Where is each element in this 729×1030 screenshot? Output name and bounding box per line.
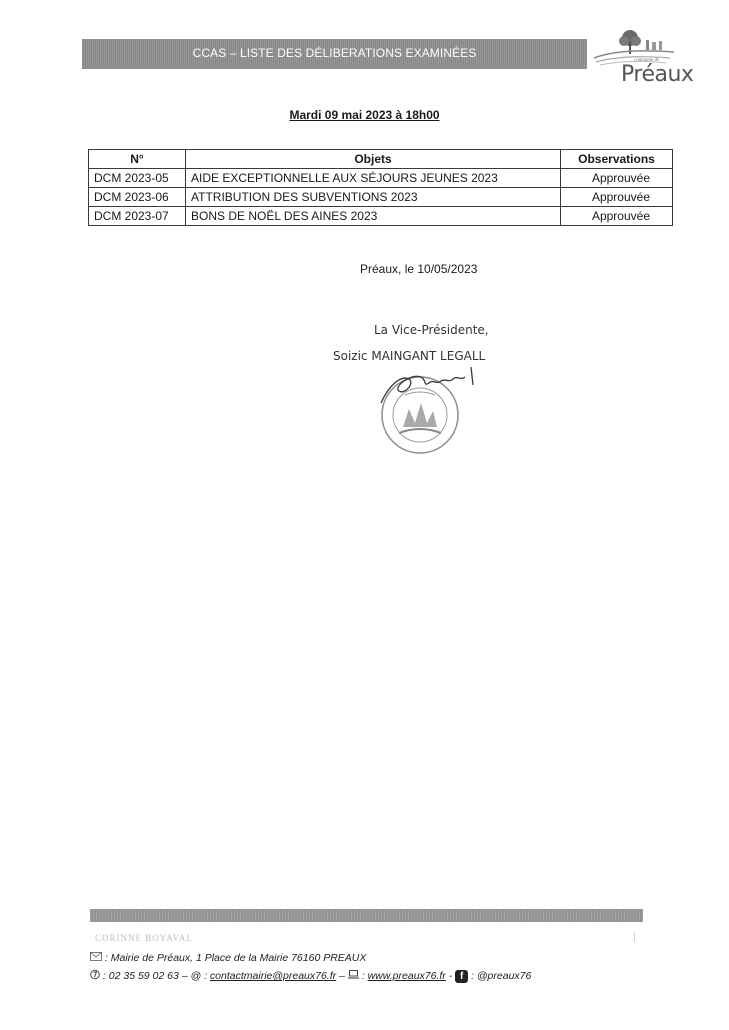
header-band: [82, 39, 587, 69]
row-number: DCM 2023-07: [89, 207, 186, 226]
logo-subtitle: commune de: [634, 58, 660, 63]
page-title: CCAS – LISTE DES DÉLIBERATIONS EXAMINÉES: [192, 46, 477, 60]
row-objet: ATTRIBUTION DES SUBVENTIONS 2023: [186, 188, 561, 207]
footer-address-line: [90, 952, 366, 964]
footer-website-link[interactable]: www.preaux76.fr: [367, 969, 446, 982]
official-stamp-icon: [375, 365, 485, 460]
computer-icon: [348, 970, 359, 982]
table-row: [89, 169, 673, 188]
mail-icon: [90, 952, 102, 964]
table-row: [89, 188, 673, 207]
phone-icon: [90, 969, 100, 983]
signatory-name: Soizic MAINGANT LEGALL: [333, 349, 486, 363]
column-header-objets: Objets: [186, 150, 561, 169]
footer-email-label: @ :: [190, 969, 207, 982]
column-header-number: N°: [89, 150, 186, 169]
commune-logo: [590, 28, 694, 88]
row-observation: Approuvée: [561, 169, 673, 188]
place-date: Préaux, le 10/05/2023: [360, 262, 478, 276]
row-observation: Approuvée: [561, 188, 673, 207]
logo-name: Préaux: [621, 62, 694, 87]
row-number: DCM 2023-05: [89, 169, 186, 188]
facebook-icon[interactable]: f: [455, 970, 468, 983]
signatory-title: La Vice-Présidente,: [374, 323, 489, 337]
footer-contact-line: [90, 969, 531, 983]
footer-web-label: :: [361, 969, 365, 982]
footer-social-handle: : @preaux76: [471, 969, 532, 982]
footer-email-link[interactable]: contactmairie@preaux76.fr: [209, 969, 337, 982]
column-header-observations: Observations: [561, 150, 673, 169]
table-header-row: [89, 150, 673, 169]
meeting-date: Mardi 09 mai 2023 à 18h00: [289, 108, 440, 122]
footer-social-separator: -: [445, 969, 456, 982]
footer-author: CORINNE BOYAVAL: [95, 933, 193, 943]
row-objet: BONS DE NOËL DES AINES 2023: [186, 207, 561, 226]
table-row: [89, 207, 673, 226]
row-number: DCM 2023-06: [89, 188, 186, 207]
row-objet: AIDE EXCEPTIONNELLE AUX SÉJOURS JEUNES 2023: [186, 169, 561, 188]
deliberations-table: [88, 149, 673, 226]
row-observation: Approuvée: [561, 207, 673, 226]
footer-web-separator: –: [336, 969, 348, 982]
footer-phone: : 02 35 59 02 63 –: [102, 969, 188, 982]
footer-band: [90, 909, 643, 922]
footer-divider: [634, 932, 635, 942]
handwritten-signature-icon: [381, 367, 473, 403]
footer-address: : Mairie de Préaux, 1 Place de la Mairie 76160 PREAUX: [104, 952, 367, 964]
